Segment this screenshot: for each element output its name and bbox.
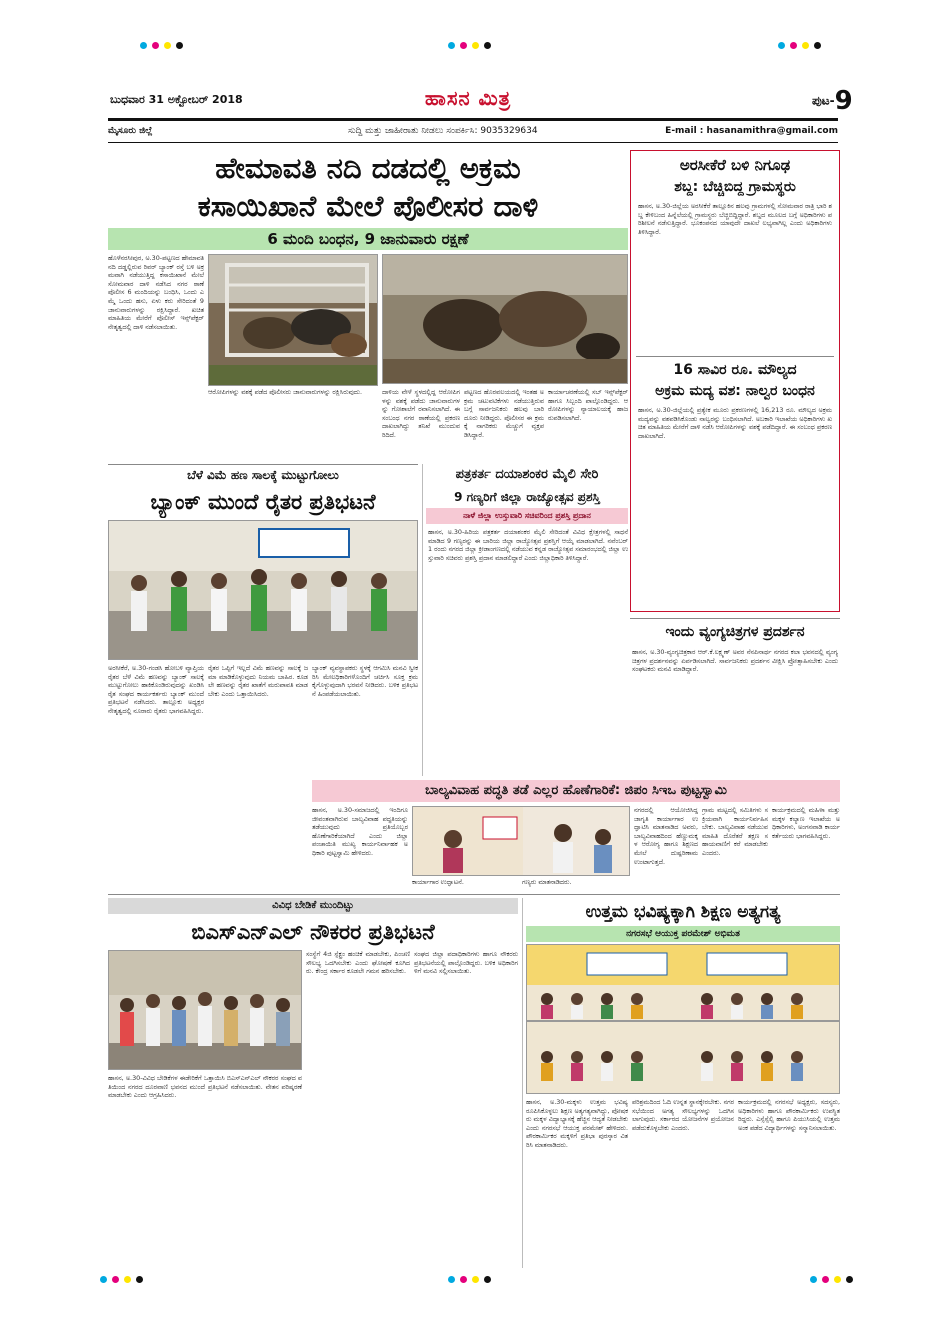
story1-col2 — [382, 388, 460, 460]
education-col3 — [738, 1098, 840, 1266]
childmarriage-col3 — [702, 806, 768, 890]
education-col1 — [526, 1098, 628, 1266]
divider-bottom-section — [108, 894, 840, 895]
page-number-value: 9 — [834, 86, 853, 116]
registration-marks-top-right — [778, 42, 821, 49]
childmarriage-col4-text: ಕಾರ್ಯಕ್ರಮದಲ್ಲಿ ಮಹಿಳಾ ಮತ್ತು ಮಕ್ಕಳ ಕಲ್ಯಾಣ ಇಲಾಖೆಯ ಅಧಿಕಾರಿಗಳು, ಅಂಗನವಾಡಿ ಕಾರ್ಯಕರ್ತೆಯರು ಭಾಗವಹಿಸಿದ್ದರು. — [772, 806, 840, 840]
story1-col2-text: ದಾಳಿಯ ವೇಳೆ ಸ್ಥಳದಲ್ಲಿದ್ದ ಆರೋಪಿಗಳನ್ನು ವಶಕ್ಕೆ ಪಡೆದು ಜಾನುವಾರುಗಳನ್ನು ಗೋಶಾಲೆಗೆ ರವಾನಿಸಲಾಗಿದೆ. ಈ ಸಂಬಂಧ ನಗರ ಠಾಣೆಯಲ್ಲಿ ಪ್ರಕರಣ ದಾಖಲಾಗಿದ್ದು ತನಿಖೆ ಮುಂದುವರಿದಿದೆ. — [382, 388, 460, 439]
bsnl-col2 — [306, 950, 410, 1070]
award-headline-line2: 9 ಗಣ್ಯರಿಗೆ ಜಿಲ್ಲಾ ರಾಜ್ಯೋತ್ಸವ ಪ್ರಶಸ್ತಿ — [454, 490, 600, 504]
registration-marks-bottom-center — [448, 1276, 491, 1283]
award-subhead: ನಾಳೆ ಜಿಲ್ಲಾ ಉಸ್ತುವಾರಿ ಸಚಿವರಿಂದ ಪ್ರಶಸ್ತಿ ಪ್ರದಾನ — [426, 508, 628, 524]
bsnl-col1 — [108, 1074, 302, 1266]
cartoon-headline: ಇಂದು ವ್ಯಂಗ್ಯಚಿತ್ರಗಳ ಪ್ರದರ್ಶನ — [665, 624, 805, 640]
childmarriage-col3-text: ಗ್ರಾಮ ಮಟ್ಟದಲ್ಲಿ ಸಮಿತಿಗಳು ಸಕ್ರಿಯವಾಗಿ ಕಾರ್ಯನಿರ್ವಹಿಸಬೇಕು. ಬಾಲ್ಯವಿವಾಹ ನಡೆಯುವ ಮಾಹಿತಿ ದೊರೆತರೆ ತಕ್ಷಣ ಸಹಾಯವಾಣಿಗೆ ಕರೆ ಮಾಡಬೇಕು ಎಂದರು. — [702, 806, 768, 857]
bsnl-col3-text: ಸಂಘದ ಜಿಲ್ಲಾ ಪದಾಧಿಕಾರಿಗಳು ಹಾಗೂ ನೌಕರರು ಪ್ರತಿಭಟನೆಯಲ್ಲಿ ಪಾಲ್ಗೊಂಡಿದ್ದರು. ಬಳಿಕ ಅಧಿಕಾರಿಗಳಿಗೆ ಮನವಿ ಸಲ್ಲಿಸಲಾಯಿತು. — [414, 950, 518, 976]
childmarriage-headline: ಬಾಲ್ಯವಿವಾಹ ಪದ್ಧತಿ ತಡೆ ಎಲ್ಲರ ಹೊಣೆಗಾರಿಕೆ: ಜಿಪಂ ಸಿಇಒ ಪುಟ್ಟಸ್ವಾಮಿ — [312, 780, 840, 802]
story1-col4-text: ಕಾರ್ಯಾಚರಣೆಯಲ್ಲಿ ಸಬ್ ಇನ್ಸ್‌ಪೆಕ್ಟರ್ ಹಾಗೂ ಸಿಬ್ಬಂದಿ ಪಾಲ್ಗೊಂಡಿದ್ದರು. ಆರೋಪಿಗಳನ್ನು ನ್ಯಾಯಾಲಯಕ್ಕೆ ಹಾಜರುಪಡಿಸಲಾಗಿದೆ. — [548, 388, 628, 422]
bsnl-headline: ಬಿಎಸ್‌ಎನ್‌ಎಲ್ ನೌಕರರ ಪ್ರತಿಭಟನೆ — [191, 920, 435, 944]
education-subhead: ನಗರಸಭೆ ಆಯುಕ್ತ ಪರಮೇಶ್ ಅಭಿಮತ — [526, 926, 840, 942]
bank-headline: ಬ್ಯಾಂಕ್ ಮುಂದೆ ರೈತರ ಪ್ರತಿಭಟನೆ — [150, 490, 376, 514]
contact-line: ಸುದ್ದಿ ಮತ್ತು ಜಾಹೀರಾತು ನೀಡಲು ಸಂಪರ್ಕಿಸಿ: 9035329634 — [348, 126, 538, 136]
education-col1-text: ಹಾಸನ, ಅ.30-ಮಕ್ಕಳು ಉತ್ತಮ ಭವಿಷ್ಯ ರೂಪಿಸಿಕೊಳ್ಳಲು ಶಿಕ್ಷಣ ಅತ್ಯಗತ್ಯವಾಗಿದ್ದು, ಪೋಷಕರು ಮಕ್ಕಳ ವಿದ್ಯಾಭ್ಯಾಸಕ್ಕೆ ಹೆಚ್ಚಿನ ಆದ್ಯತೆ ನೀಡಬೇಕು ಎಂದು ನಗರಸಭೆ ಆಯುಕ್ತ ಪರಮೇಶ್ ಹೇಳಿದರು. ಪೌರಕಾರ್ಮಿಕರ ಮಕ್ಕಳಿಗೆ ಪ್ರತಿಭಾ ಪುರಸ್ಕಾರ ವಿತರಿಸಿ ಮಾತನಾಡಿದರು. — [526, 1098, 628, 1149]
arrest-body-text: ಹಾಸನ, ಅ.30-ಜಿಲ್ಲೆಯಲ್ಲಿ ಪ್ರತ್ಯೇಕ ಮೂರು ಪ್ರಕರಣಗಳಲ್ಲಿ 16,213 ರೂ. ಮೌಲ್ಯದ ಅಕ್ರಮ ಮದ್ಯವನ್ನು ವಶಪಡಿಸಿಕೊಂಡು ನಾಲ್ವರನ್ನು ಬಂಧಿಸಲಾಗಿದೆ. ಅಬಕಾರಿ ಇಲಾಖೆಯ ಅಧಿಕಾರಿಗಳು ಖಚಿತ ಮಾಹಿತಿಯ ಮೇರೆಗೆ ದಾಳಿ ನಡೆಸಿ ಆರೋಪಿಗಳನ್ನು ವಶಕ್ಕೆ ಪಡೆದಿದ್ದಾರೆ. ಈ ಸಂಬಂಧ ಪ್ರಕರಣ ದಾಖಲಾಗಿದೆ. — [638, 406, 832, 440]
education-headline: ಉತ್ತಮ ಭವಿಷ್ಯಕ್ಕಾಗಿ ಶಿಕ್ಷಣ ಅತ್ಯಗತ್ಯ — [585, 902, 781, 922]
story1-col3 — [464, 388, 544, 460]
bank-col2-text: ರೈತರ ಒಪ್ಪಿಗೆ ಇಲ್ಲದೆ ವಿಮೆ ಹಣವನ್ನು ಸಾಲಕ್ಕೆ ಜಮಾ ಮಾಡಿಕೊಳ್ಳುವುದು ನಿಯಮ ಬಾಹಿರ. ಕೂಡಲೇ ಹಣವನ್ನು ರೈತರ ಖಾತೆಗೆ ಮರುಪಾವತಿ ಮಾಡಬೇಕು ಎಂದು ಒತ್ತಾಯಿಸಿದರು. — [208, 664, 308, 698]
arsikere-headline-line2: ಶಬ್ದ: ಬೆಚ್ಚಿಬಿದ್ದ ಗ್ರಾಮಸ್ಥರು — [674, 179, 796, 195]
workshop-stage-image — [413, 807, 630, 876]
divider-education-left — [522, 898, 523, 1268]
bank-col1 — [108, 664, 204, 890]
arrest-body — [638, 406, 832, 606]
award-body-text: ಹಾಸನ, ಅ.30-ಹಿರಿಯ ಪತ್ರಕರ್ತ ದಯಾಶಂಕರ ಮೈಲಿ ಸೇರಿದಂತೆ ವಿವಿಧ ಕ್ಷೇತ್ರಗಳಲ್ಲಿ ಸಾಧನೆ ಮಾಡಿದ 9 ಗಣ್ಯರನ್ನು ಈ ಬಾರಿಯ ಜಿಲ್ಲಾ ರಾಜ್ಯೋತ್ಸವ ಪ್ರಶಸ್ತಿಗೆ ಆಯ್ಕೆ ಮಾಡಲಾಗಿದೆ. ನವೆಂಬರ್ 1 ರಂದು ನಗರದ ಜಿಲ್ಲಾ ಕ್ರೀಡಾಂಗಣದಲ್ಲಿ ನಡೆಯುವ ಕನ್ನಡ ರಾಜ್ಯೋತ್ಸವ ಸಮಾರಂಭದಲ್ಲಿ ಜಿಲ್ಲಾ ಉಸ್ತುವಾರಿ ಸಚಿವರು ಪ್ರಶಸ್ತಿ ಪ್ರದಾನ ಮಾಡಲಿದ್ದಾರೆ ಎಂದು ಜಿಲ್ಲಾಧಿಕಾರಿ ತಿಳಿಸಿದ್ದಾರೆ. — [428, 528, 628, 562]
childmarriage-col1-text: ಹಾಸನ, ಅ.30-ಸಮಾಜದಲ್ಲಿ ಇಂದಿಗೂ ಜೀವಂತವಾಗಿರುವ ಬಾಲ್ಯವಿವಾಹ ಪದ್ಧತಿಯನ್ನು ತಡೆಯುವುದು ಪ್ರತಿಯೊಬ್ಬರ ಹೊಣೆಗಾರಿಕೆಯಾಗಿದೆ ಎಂದು ಜಿಲ್ಲಾ ಪಂಚಾಯಿತಿ ಮುಖ್ಯ ಕಾರ್ಯನಿರ್ವಾಹಕ ಅಧಿಕಾರಿ ಪುಟ್ಟಸ್ವಾಮಿ ಹೇಳಿದರು. — [312, 806, 408, 857]
education-col3-text: ಕಾರ್ಯಕ್ರಮದಲ್ಲಿ ನಗರಸಭೆ ಅಧ್ಯಕ್ಷರು, ಸದಸ್ಯರು, ಅಧಿಕಾರಿಗಳು ಹಾಗೂ ಪೌರಕಾರ್ಮಿಕರು ಉಪಸ್ಥಿತರಿದ್ದರು. ಎಸ್ಸೆಸ್ಸೆಲ್ಸಿ ಹಾಗೂ ಪಿಯುಸಿಯಲ್ಲಿ ಉತ್ತಮ ಅಂಕ ಪಡೆದ ವಿದ್ಯಾರ್ಥಿಗಳನ್ನು ಸನ್ಮಾನಿಸಲಾಯಿತು. — [738, 1098, 840, 1132]
story1-headline-line1: ಹೇಮಾವತಿ ನದಿ ದಡದಲ್ಲಿ ಅಕ್ರಮ — [215, 151, 521, 185]
story1-photo-caption: ಆರೋಪಿಗಳನ್ನು ವಶಕ್ಕೆ ಪಡೆದ ಪೊಲೀಸರು ಜಾನುವಾರುಗಳನ್ನು ರಕ್ಷಿಸಿರುವುದು. — [208, 388, 363, 396]
bsnl-kicker: ವಿವಿಧ ಬೇಡಿಕೆ ಮುಂದಿಟ್ಟು — [108, 898, 518, 914]
arsikere-headline-line1: ಅರಸೀಕೆರೆ ಬಳಿ ನಿಗೂಢ — [679, 156, 791, 174]
header-rule — [108, 118, 838, 121]
bank-protest-photo — [108, 520, 418, 660]
childmarriage-col2 — [634, 806, 698, 890]
childmarriage-col1 — [312, 806, 408, 890]
arsikere-body-text: ಹಾಸನ, ಅ.30-ಜಿಲ್ಲೆಯ ಅರಸೀಕೆರೆ ತಾಲ್ಲೂಕಿನ ಹಲವು ಗ್ರಾಮಗಳಲ್ಲಿ ಸೋಮವಾರ ರಾತ್ರಿ ಭಾರಿ ಶಬ್ದ ಕೇಳಿಬಂದ ಹಿನ್ನೆಲೆಯಲ್ಲಿ ಗ್ರಾಮಸ್ಥರು ಬೆಚ್ಚಿಬಿದ್ದಿದ್ದಾರೆ. ಶಬ್ದದ ಮೂಲದ ಬಗ್ಗೆ ಅಧಿಕಾರಿಗಳು ಪರಿಶೀಲನೆ ನಡೆಸುತ್ತಿದ್ದಾರೆ. ಭೂಕಂಪನದ ಯಾವುದೇ ದಾಖಲೆ ಲಭ್ಯವಾಗಿಲ್ಲ ಎಂದು ಅಧಿಕಾರಿಗಳು ತಿಳಿಸಿದ್ದಾರೆ. — [638, 202, 832, 236]
cartoon-body — [632, 648, 838, 774]
cattle-image — [383, 255, 628, 384]
registration-marks-top-left — [140, 42, 183, 49]
story1-headline-line2: ಕಸಾಯಿಖಾನೆ ಮೇಲೆ ಪೊಲೀಸರ ದಾಳಿ — [197, 189, 539, 223]
education-photo — [526, 944, 840, 1094]
registration-marks-bottom-left — [100, 1276, 143, 1283]
cattle-truck-image — [209, 255, 378, 386]
story1-photo — [208, 254, 378, 386]
divider-award-left — [422, 464, 423, 776]
bsnl-crowd-image — [109, 951, 302, 1070]
protest-crowd-image — [109, 521, 418, 660]
story1-subhead: 6 ಮಂದಿ ಬಂಧನ, 9 ಜಾನುವಾರು ರಕ್ಷಣೆ — [108, 228, 628, 250]
registration-marks-bottom-right — [810, 1276, 853, 1283]
registration-marks-top-center — [448, 42, 491, 49]
bsnl-col2-cont — [306, 1074, 410, 1266]
email-line: E-mail : hasanamithra@gmail.com — [665, 126, 838, 136]
issue-date: ಬುಧವಾರ 31 ಅಕ್ಟೋಬರ್ 2018 — [110, 93, 243, 106]
award-body — [428, 528, 628, 774]
story1-col3-text: ಪಟ್ಟಣದ ಹೊರವಲಯದಲ್ಲಿ ಇಂತಹ ಅಕ್ರಮ ಚಟುವಟಿಕೆಗಳು ನಡೆಯುತ್ತಿರುವ ಬಗ್ಗೆ ಸಾರ್ವಜನಿಕರು ಹಲವು ಬಾರಿ ದೂರು ನೀಡಿದ್ದರು. ಪೊಲೀಸರ ಈ ಕ್ರಮಕ್ಕೆ ನಾಗರಿಕರು ಮೆಚ್ಚುಗೆ ವ್ಯಕ್ತಪಡಿಸಿದ್ದಾರೆ. — [464, 388, 544, 439]
story1-col1 — [108, 254, 204, 460]
bank-col2 — [208, 664, 308, 890]
award-ceremony-image — [527, 945, 840, 1094]
childmarriage-caption-1: ಕಾರ್ಯಾಗಾರ ಉದ್ಘಾಟನೆ. — [412, 878, 464, 886]
award-headline-line1: ಪತ್ರಕರ್ತ ದಯಾಶಂಕರ ಮೈಲಿ ಸೇರಿ — [455, 467, 599, 482]
edition-label: ಮೈಸೂರು ಜಿಲ್ಲೆ — [108, 126, 153, 136]
arrest-headline-line1: 16 ಸಾವಿರ ರೂ. ಮೌಲ್ಯದ — [673, 362, 797, 378]
childmarriage-photo — [412, 806, 630, 876]
bsnl-col2-text: ಸಂಸ್ಥೆಗೆ 4ಜಿ ಸ್ಪೆಕ್ಟ್ರಂ ಹಂಚಿಕೆ ಮಾಡಬೇಕು, ಪಿಂಚಣಿ ಸೌಲಭ್ಯ ಒದಗಿಸಬೇಕು ಎಂದು ಘೋಷಣೆ ಕೂಗಿದರು. ಕೇಂದ್ರ ಸರ್ಕಾರ ಕೂಡಲೇ ಗಮನ ಹರಿಸಬೇಕು. — [306, 950, 410, 976]
arrest-headline-line2: ಅಕ್ರಮ ಮದ್ಯ ವಶ: ನಾಲ್ವರ ಬಂಧನ — [655, 383, 815, 399]
bank-kicker: ಬೆಳೆ ವಿಮೆ ಹಣ ಸಾಲಕ್ಕೆ ಮುಟ್ಟುಗೋಲು — [187, 468, 339, 482]
page-number — [812, 86, 853, 116]
masthead: ಹಾಸನ ಮಿತ್ರ — [424, 86, 512, 110]
divider-cartoon-top — [630, 618, 840, 619]
story1-col1-text: ಹೊಳೆನರಸೀಪುರ, ಅ.30-ಪಟ್ಟಣದ ಹೇಮಾವತಿ ನದಿ ದಡ್ಡಲ್ಲಿರುವ ರಿವರ್ ಬ್ಯಾಂಕ್ ರಸ್ತೆ ಬಳಿ ಅಕ್ರಮವಾಗಿ ನಡೆಯುತ್ತಿದ್ದ ಕಸಾಯಿಖಾನೆ ಮೇಲೆ ಸೋಮವಾರ ದಾಳಿ ನಡೆಸಿದ ನಗರ ಠಾಣೆ ಪೊಲೀಸ 6 ಮಂದಿಯನ್ನು ಬಂಧಿಸಿ, ಒಂದು ಎಮ್ಮೆ ಒಂದು ಹಸು, ಏಳು ಕರು ಸೇರಿದಂತೆ 9 ಜಾನುವಾರುಗಳನ್ನು ರಕ್ಷಿಸಿದ್ದಾರೆ. ಖಚಿತ ಮಾಹಿತಿಯ ಮೇರೆಗೆ ಪೊಲೀಸ್ ಇನ್ಸ್‌ಪೆಕ್ಟರ್ ನೇತೃತ್ವದಲ್ಲಿ ದಾಳಿ ನಡೆಸಲಾಯಿತು. — [108, 254, 204, 331]
header-rule-thin — [108, 142, 838, 143]
page-label: ಪುಟ- — [812, 93, 835, 108]
education-col2-text: ಪರಿಶ್ರಮದಿಂದ ಓದಿ ಉನ್ನತ ಸ್ಥಾನಕ್ಕೇರಬೇಕು. ನಗರಸಭೆಯಿಂದ ಅಗತ್ಯ ಸೌಲಭ್ಯಗಳನ್ನು ಒದಗಿಸಲಾಗುವುದು. ಸರ್ಕಾರದ ಯೋಜನೆಗಳ ಪ್ರಯೋಜನ ಪಡೆದುಕೊಳ್ಳಬೇಕು ಎಂದರು. — [632, 1098, 734, 1132]
bank-col3-text: ಬ್ಯಾಂಕ್ ವ್ಯವಸ್ಥಾಪಕರು ಸ್ಥಳಕ್ಕೆ ಆಗಮಿಸಿ ಮನವಿ ಸ್ವೀಕರಿಸಿ ಮೇಲಧಿಕಾರಿಗಳೊಂದಿಗೆ ಚರ್ಚಿಸಿ ಸೂಕ್ತ ಕ್ರಮ ಕೈಗೊಳ್ಳುವುದಾಗಿ ಭರವಸೆ ನೀಡಿದರು. ಬಳಿಕ ಪ್ರತಿಭಟನೆ ಹಿಂಪಡೆಯಲಾಯಿತು. — [312, 664, 418, 698]
divider-arsikere — [636, 356, 834, 357]
cartoon-body-text: ಹಾಸನ, ಅ.30-ವ್ಯಂಗ್ಯಚಿತ್ರಕಾರ ಆರ್.ಕೆ.ಲಕ್ಷ್ಮಣ್ ಅವರ ನೆನಪಿನಾರ್ಥ ನಗರದ ಕಲಾ ಭವನದಲ್ಲಿ ವ್ಯಂಗ್ಯಚಿತ್ರಗಳ ಪ್ರದರ್ಶನವನ್ನು ಏರ್ಪಡಿಸಲಾಗಿದೆ. ಸಾರ್ವಜನಿಕರು ಪ್ರದರ್ಶನ ವೀಕ್ಷಿಸಿ ಪ್ರೋತ್ಸಾಹಿಸಬೇಕು ಎಂದು ಸಂಘಟಕರು ಮನವಿ ಮಾಡಿದ್ದಾರೆ. — [632, 648, 838, 674]
divider-bank-top — [108, 464, 418, 465]
childmarriage-col2-text: ನಗರದಲ್ಲಿ ಆಯೋಜಿಸಿದ್ದ ಜಾಗೃತಿ ಕಾರ್ಯಾಗಾರ ಉದ್ಘಾಟಿಸಿ ಮಾತನಾಡಿದ ಅವರು, ಬಾಲ್ಯವಿವಾಹದಿಂದ ಹೆಣ್ಣುಮಕ್ಕಳ ಆರೋಗ್ಯ ಹಾಗೂ ಶಿಕ್ಷಣದ ಮೇಲೆ ದುಷ್ಪರಿಣಾಮ ಉಂಟಾಗುತ್ತದೆ. — [634, 806, 698, 866]
story1-photo-2 — [382, 254, 628, 384]
story1-col4 — [548, 388, 628, 460]
header-subline — [108, 126, 838, 140]
education-col2 — [632, 1098, 734, 1266]
childmarriage-col4 — [772, 806, 840, 890]
bsnl-col1-text: ಹಾಸನ, ಅ.30-ವಿವಿಧ ಬೇಡಿಕೆಗಳ ಈಡೇರಿಕೆಗೆ ಒತ್ತಾಯಿಸಿ ಬಿಎಸ್‌ಎನ್‌ಎಲ್ ನೌಕರರ ಸಂಘದ ವತಿಯಿಂದ ನಗರದ ದೂರವಾಣಿ ಭವನದ ಮುಂದೆ ಪ್ರತಿಭಟನೆ ನಡೆಸಲಾಯಿತು. ವೇತನ ಪರಿಷ್ಕರಣೆ ಮಾಡಬೇಕು ಎಂದು ಆಗ್ರಹಿಸಿದರು. — [108, 1074, 302, 1100]
bank-col1-text: ಅರಸೀಕೆರೆ, ಅ.30-ಗಂಡಸಿ ಹೋಬಳಿ ವ್ಯಾಪ್ತಿಯ ರೈತರ ಬೆಳೆ ವಿಮೆ ಹಣವನ್ನು ಬ್ಯಾಂಕ್ ಸಾಲಕ್ಕೆ ಮುಟ್ಟುಗೋಲು ಹಾಕಿಕೊಂಡಿರುವುದನ್ನು ಖಂಡಿಸಿ ರೈತ ಸಂಘದ ಕಾರ್ಯಕರ್ತರು ಬ್ಯಾಂಕ್ ಮುಂದೆ ಪ್ರತಿಭಟನೆ ನಡೆಸಿದರು. ತಾಲ್ಲೂಕು ಅಧ್ಯಕ್ಷರ ನೇತೃತ್ವದಲ್ಲಿ ನೂರಾರು ರೈತರು ಭಾಗವಹಿಸಿದ್ದರು. — [108, 664, 204, 715]
arsikere-body — [638, 202, 832, 352]
bsnl-protest-photo — [108, 950, 302, 1070]
bsnl-col3 — [414, 950, 518, 1266]
childmarriage-caption-2: ಗಣ್ಯರು ಮಾತನಾಡಿದರು. — [522, 878, 572, 886]
